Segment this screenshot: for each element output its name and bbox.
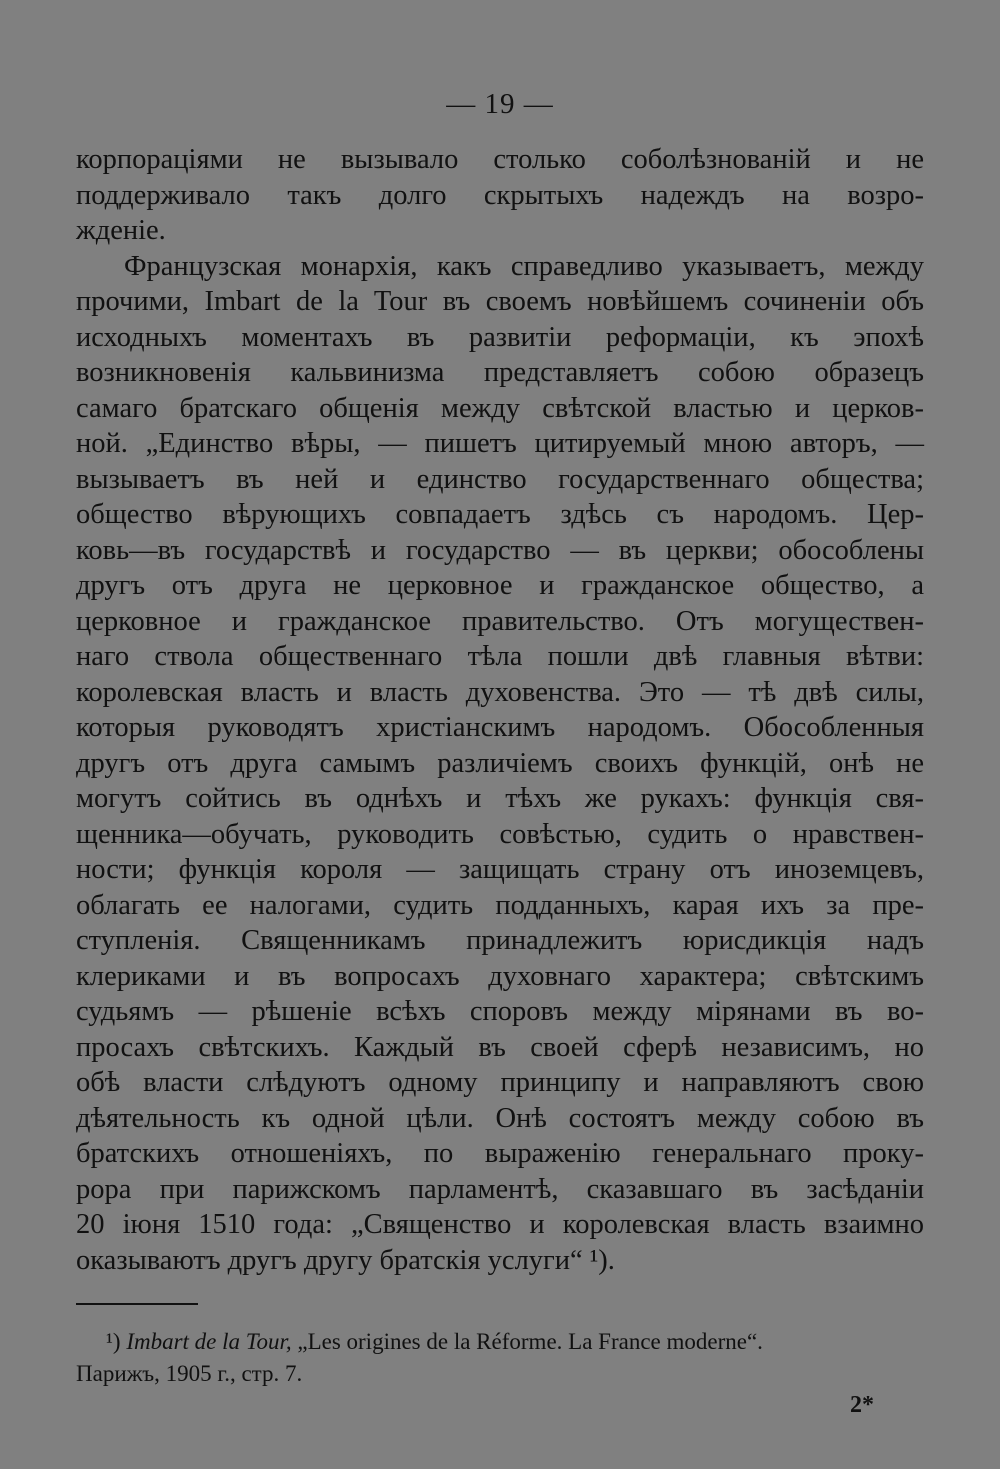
text-line: ности; функція короля — защищать страну отъ иноземцевъ, <box>76 854 924 885</box>
text-line: братскихъ отношеніяхъ, по выраженію генеральнаго проку- <box>76 1138 924 1169</box>
text-line: облагать ее налогами, судить подданныхъ, карая ихъ за пре- <box>76 889 924 921</box>
text-line: другъ отъ друга самымъ различіемъ своихъ функцій, онѣ не <box>76 747 924 779</box>
text-line: просахъ свѣтскихъ. Каждый въ своей сферѣ независимъ, но <box>76 1031 924 1063</box>
text-line: поддерживало такъ долго скрытыхъ надеждъ на возро- <box>76 179 924 211</box>
text-line: дѣятельность къ одной цѣли. Онѣ состоятъ между собою въ <box>76 1102 924 1134</box>
text-line: самаго братскаго общенія между свѣтской властью и церков- <box>76 392 924 424</box>
text-line: судьямъ — рѣшеніе всѣхъ споровъ между мірянами въ во- <box>76 996 924 1027</box>
text-line: корпораціями не вызывало столько соболѣзнованій и не <box>76 144 924 175</box>
text-line: которыя руководятъ христіанскимъ народомъ. Обособленныя <box>76 712 924 743</box>
footnote-separator <box>76 1303 198 1305</box>
text-line: прочими, Imbart de la Tour въ своемъ новѣйшемъ сочиненіи объ <box>76 286 924 317</box>
footnote-marker: ¹) <box>106 1329 121 1354</box>
text-line: возникновенія кальвинизма представляетъ собою образецъ <box>76 357 924 388</box>
footnote <box>76 1326 924 1390</box>
text-line: щенника—обучать, руководить совѣстью, судить о нравствен- <box>76 818 924 850</box>
text-line: ступленія. Священникамъ принадлежитъ юрисдикція надъ <box>76 925 924 956</box>
text-line: обѣ власти слѣдуютъ одному принципу и направляютъ свою <box>76 1067 924 1098</box>
text-line: ковь—въ государствѣ и государство — въ церкви; обособлены <box>76 534 924 566</box>
page-number: — 19 — <box>446 88 554 120</box>
text-line: общество вѣрующихъ совпадаетъ здѣсь съ народомъ. Цер- <box>76 499 924 530</box>
footnote-title: „Les origines de la Réforme. La France moderne“. <box>297 1329 763 1354</box>
paragraph-start-line: Французская монархія, какъ справедливо указываетъ, между <box>124 250 924 282</box>
text-line: клериками и въ вопросахъ духовнаго характера; свѣтскимъ <box>76 960 924 992</box>
text-line: наго ствола общественнаго тѣла пошли двѣ главныя вѣтви: <box>76 641 924 672</box>
text-line: могутъ сойтись въ однѣхъ и тѣхъ же рукахъ: функція свя- <box>76 783 924 814</box>
text-line: ной. „Единство вѣры, — пишетъ цитируемый мною авторъ, — <box>76 428 924 459</box>
text-line: 20 іюня 1510 года: „Священство и королевская власть взаимно <box>76 1209 924 1240</box>
text-line: рора при парижскомъ парламентѣ, сказавшаго въ засѣданіи <box>76 1173 924 1205</box>
body-text <box>76 142 924 1278</box>
text-line: вызываетъ въ ней и единство государственнаго общества; <box>76 463 924 495</box>
footnote-author: Imbart de la Tour, <box>126 1329 292 1354</box>
text-line: исходныхъ моментахъ въ развитіи реформаціи, къ эпохѣ <box>76 321 924 353</box>
signature-mark: 2* <box>850 1392 874 1418</box>
text-line: другъ отъ друга не церковное и гражданское общество, а <box>76 570 924 601</box>
footnote-line: Парижъ, 1905 г., стр. 7. <box>76 1361 303 1386</box>
text-line: жденіе. <box>76 215 166 246</box>
text-line: королевская власть и власть духовенства. Это — тѣ двѣ силы, <box>76 676 924 708</box>
text-line: церковное и гражданское правительство. Отъ могуществен- <box>76 605 924 637</box>
footnote-line <box>76 1326 924 1358</box>
text-line: оказываютъ другъ другу братскія услуги“ ¹). <box>76 1244 615 1276</box>
